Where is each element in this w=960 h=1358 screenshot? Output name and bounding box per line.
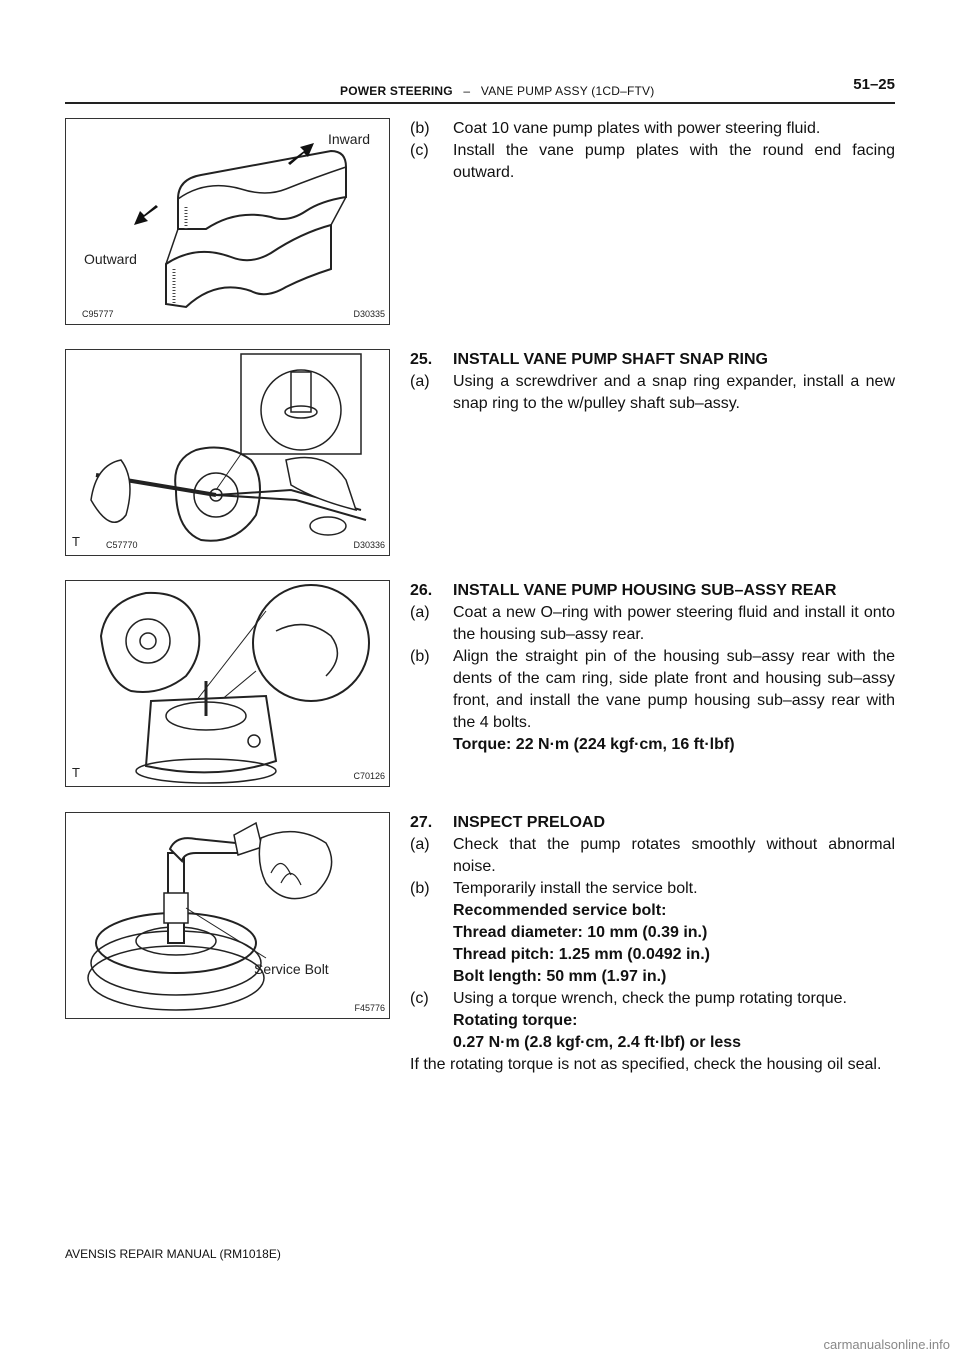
vane-plates-illustration — [66, 119, 389, 324]
figure-mark: T — [72, 765, 80, 780]
figure-code-left: C95777 — [82, 309, 114, 319]
header-dash: – — [463, 84, 471, 98]
footer-manual-title: AVENSIS REPAIR MANUAL (RM1018E) — [65, 1247, 281, 1261]
step-25a: (a) Using a screwdriver and a snap ring expander, install a new snap ring to the w/pulley shaft sub–assy. — [410, 373, 895, 412]
header-section: POWER STEERING — [340, 84, 453, 98]
watermark: carmanualsonline.info — [823, 1337, 950, 1352]
page-number: 51–25 — [853, 76, 895, 93]
header-subsection: VANE PUMP ASSY (1CD–FTV) — [480, 84, 655, 98]
step-27c: (c) Using a torque wrench, check the pump rotating torque. — [410, 990, 847, 1007]
figure-preload-inspection — [65, 812, 390, 1019]
section-27-preload — [410, 812, 895, 1076]
step-27-heading: 27. INSPECT PRELOAD — [410, 814, 606, 831]
step-26-heading: 26. INSTALL VANE PUMP HOUSING SUB–ASSY REAR — [410, 582, 837, 599]
page-header — [65, 76, 895, 104]
step-27a: (a) Check that the pump rotates smoothly without abnormal noise. — [410, 836, 895, 875]
spec-thread-diameter: Thread diameter: 10 mm (0.39 in.) — [453, 924, 708, 941]
note-housing-oil-seal: If the rotating torque is not as specified, check the housing oil seal. — [410, 1056, 882, 1073]
figure-vane-plates — [65, 118, 390, 325]
section-26-housing-rear — [410, 580, 895, 756]
spec-service-bolt: Recommended service bolt: — [453, 902, 667, 919]
label-service-bolt: Service Bolt — [254, 961, 329, 977]
preload-illustration — [66, 813, 389, 1018]
step-26b: (b) Align the straight pin of the housing sub–assy rear with the dents of the cam ring, side plate front and housing sub–assy front, and install the vane pump housing sub–assy rear with the 4 bolts. — [410, 648, 895, 731]
header-title — [340, 84, 654, 98]
label-inward: Inward — [328, 131, 371, 147]
section-vane-plates — [410, 118, 895, 184]
step-27b: (b) Temporarily install the service bolt. — [410, 880, 698, 897]
figure-code-right: D30336 — [353, 540, 385, 550]
figure-snap-ring — [65, 349, 390, 556]
snap-ring-illustration — [66, 350, 389, 555]
step-25-heading: 25. INSTALL VANE PUMP SHAFT SNAP RING — [410, 351, 768, 368]
spec-bolt-length: Bolt length: 50 mm (1.97 in.) — [453, 968, 667, 985]
arrow-outward-icon — [134, 205, 158, 225]
figure-mark: T — [72, 534, 80, 549]
step-c-install-plates: (c) Install the vane pump plates with the round end facing outward. — [410, 142, 895, 181]
step-b-coat-plates: (b) Coat 10 vane pump plates with power steering fluid. — [410, 120, 821, 137]
section-25-snap-ring — [410, 349, 895, 415]
label-outward: Outward — [84, 251, 137, 267]
figure-housing-rear — [65, 580, 390, 787]
spec-thread-pitch: Thread pitch: 1.25 mm (0.0492 in.) — [453, 946, 710, 963]
torque-spec: Torque: 22 N·m (224 kgf·cm, 16 ft·lbf) — [453, 736, 735, 753]
step-26a: (a) Coat a new O–ring with power steering fluid and install it onto the housing sub–assy rear. — [410, 604, 895, 643]
figure-code-right: D30335 — [353, 309, 385, 319]
figure-code-right: F45776 — [354, 1003, 385, 1013]
spec-rotating-torque-label: Rotating torque: — [453, 1012, 578, 1029]
spec-rotating-torque-value: 0.27 N·m (2.8 kgf·cm, 2.4 ft·lbf) or less — [453, 1034, 742, 1051]
figure-code-left: C57770 — [106, 540, 138, 550]
housing-rear-illustration — [66, 581, 389, 786]
figure-code-right: C70126 — [353, 771, 385, 781]
